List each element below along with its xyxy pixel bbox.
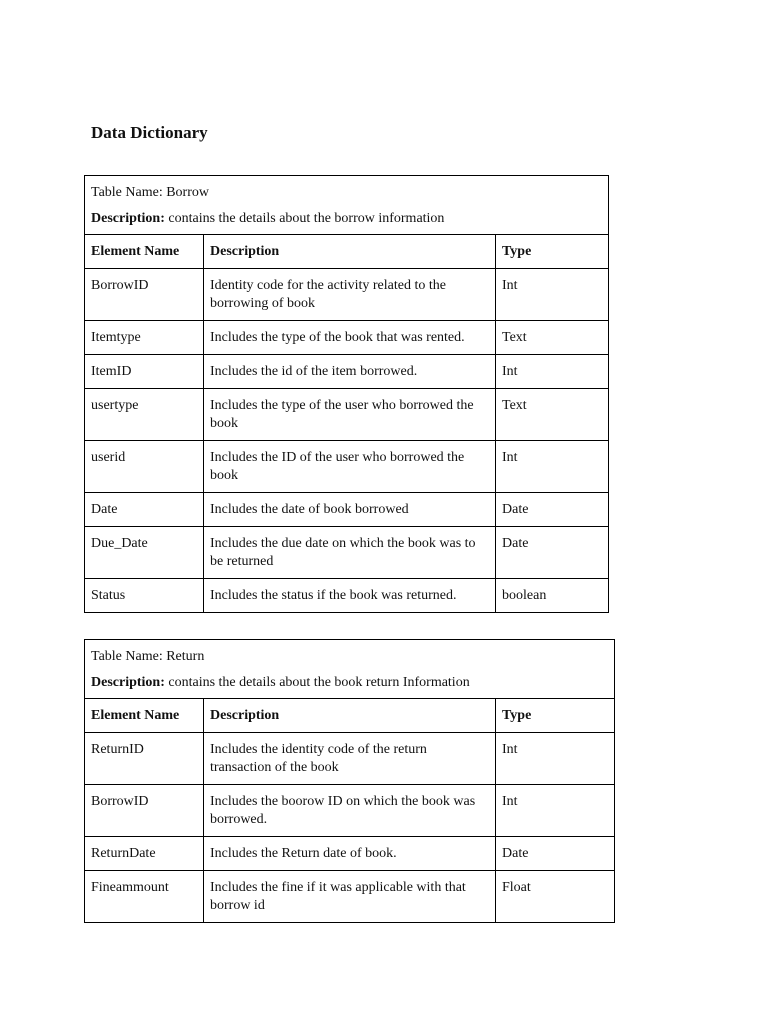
element-name-cell: Itemtype bbox=[85, 321, 204, 355]
element-name-cell: usertype bbox=[85, 389, 204, 441]
type-cell: Int bbox=[496, 355, 609, 389]
type-cell: boolean bbox=[496, 579, 609, 613]
description-text: contains the details about the book return Information bbox=[164, 675, 470, 690]
description-label: Description: bbox=[91, 211, 165, 226]
table-description bbox=[91, 210, 602, 228]
borrow-table bbox=[84, 175, 609, 613]
header-cell: Type bbox=[496, 235, 609, 269]
table-row bbox=[85, 441, 609, 493]
page-title: Data Dictionary bbox=[91, 123, 208, 142]
description-cell: Includes the type of the book that was rented. bbox=[204, 321, 496, 355]
table-row bbox=[85, 269, 609, 321]
type-cell: Text bbox=[496, 321, 609, 355]
description-text: contains the details about the borrow information bbox=[164, 211, 445, 226]
table-row bbox=[85, 321, 609, 355]
type-cell: Int bbox=[496, 269, 609, 321]
type-cell: Date bbox=[496, 493, 609, 527]
table-description bbox=[91, 674, 608, 692]
table-info-cell bbox=[85, 176, 609, 235]
description-cell: Includes the status if the book was returned. bbox=[204, 579, 496, 613]
element-name-cell: Date bbox=[85, 493, 204, 527]
header-cell: Type bbox=[496, 699, 615, 733]
description-cell: Identity code for the activity related to the borrowing of book bbox=[204, 269, 496, 321]
type-cell: Date bbox=[496, 837, 615, 871]
type-cell: Date bbox=[496, 527, 609, 579]
table-row bbox=[85, 493, 609, 527]
type-cell: Int bbox=[496, 733, 615, 785]
table-row bbox=[85, 355, 609, 389]
table-row bbox=[85, 389, 609, 441]
table-row bbox=[85, 785, 615, 837]
element-name-cell: Status bbox=[85, 579, 204, 613]
description-cell: Includes the Return date of book. bbox=[204, 837, 496, 871]
description-cell: Includes the ID of the user who borrowed the book bbox=[204, 441, 496, 493]
table-row bbox=[85, 837, 615, 871]
element-name-cell: ReturnID bbox=[85, 733, 204, 785]
table-name: Table Name: Return bbox=[91, 649, 205, 664]
header-cell: Element Name bbox=[85, 699, 204, 733]
element-name-cell: userid bbox=[85, 441, 204, 493]
description-cell: Includes the type of the user who borrowed the book bbox=[204, 389, 496, 441]
table-row bbox=[85, 733, 615, 785]
element-name-cell: BorrowID bbox=[85, 269, 204, 321]
type-cell: Text bbox=[496, 389, 609, 441]
element-name-cell: ItemID bbox=[85, 355, 204, 389]
element-name-cell: ReturnDate bbox=[85, 837, 204, 871]
table-row bbox=[85, 579, 609, 613]
type-cell: Float bbox=[496, 871, 615, 923]
table-info-row bbox=[85, 176, 609, 235]
description-cell: Includes the fine if it was applicable with that borrow id bbox=[204, 871, 496, 923]
element-name-cell: Fineammount bbox=[85, 871, 204, 923]
element-name-cell: BorrowID bbox=[85, 785, 204, 837]
header-cell: Element Name bbox=[85, 235, 204, 269]
table-row bbox=[85, 871, 615, 923]
description-cell: Includes the id of the item borrowed. bbox=[204, 355, 496, 389]
header-cell: Description bbox=[204, 235, 496, 269]
table-row bbox=[85, 527, 609, 579]
type-cell: Int bbox=[496, 785, 615, 837]
header-row bbox=[85, 699, 615, 733]
description-cell: Includes the boorow ID on which the book was borrowed. bbox=[204, 785, 496, 837]
table-name: Table Name: Borrow bbox=[91, 185, 209, 200]
element-name-cell: Due_Date bbox=[85, 527, 204, 579]
return-table bbox=[84, 639, 615, 923]
table-info-row bbox=[85, 640, 615, 699]
description-cell: Includes the identity code of the return transaction of the book bbox=[204, 733, 496, 785]
description-cell: Includes the due date on which the book was to be returned bbox=[204, 527, 496, 579]
header-row bbox=[85, 235, 609, 269]
header-cell: Description bbox=[204, 699, 496, 733]
table-info-cell bbox=[85, 640, 615, 699]
description-cell: Includes the date of book borrowed bbox=[204, 493, 496, 527]
description-label: Description: bbox=[91, 675, 165, 690]
type-cell: Int bbox=[496, 441, 609, 493]
